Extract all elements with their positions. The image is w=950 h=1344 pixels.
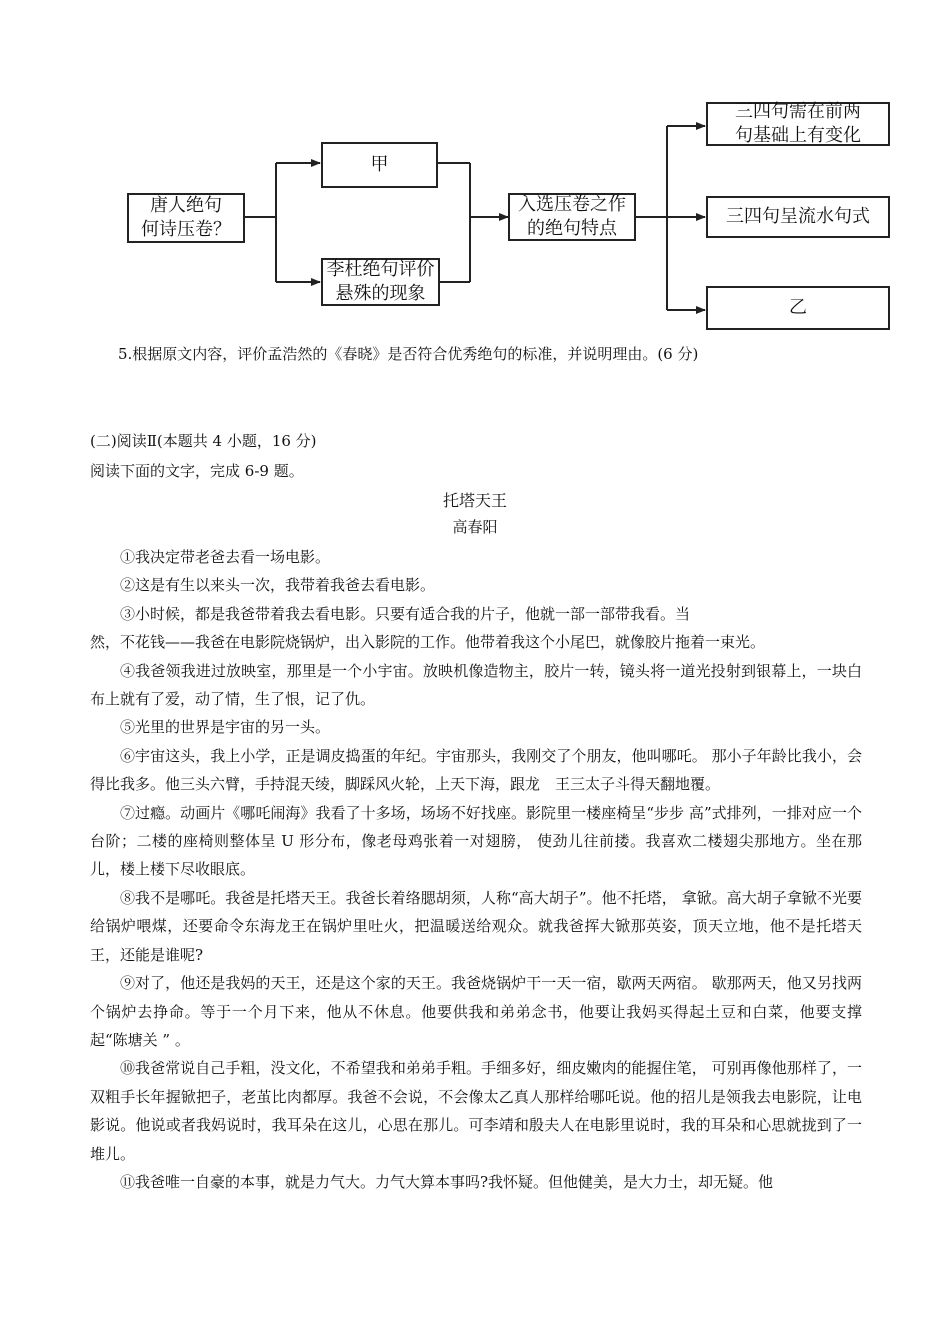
box-jia-label: 甲 xyxy=(370,154,389,175)
box-right-bottom-label: 乙 xyxy=(789,297,807,318)
reading-instruction: 阅读下面的文字，完成 6-9 题。 xyxy=(90,462,304,480)
story-paragraph: ③小时候，都是我爸带着我去看电影。只要有适合我的片子，他就一部一部带我看。当 xyxy=(120,604,691,623)
story-paragraph: ②这是有生以来头一次，我带着我爸去看电影。 xyxy=(120,576,436,595)
story-paragraph: ⑨对了，他还是我妈的天王，还是这个家的天王。我爸烧锅炉干一天一宿，歇两天两宿。 歇那两天，他又另找两个锅炉去挣命。等于一个月下来，他从不休息。他要供我和弟弟念书，他要让我妈买得起土豆和白菜，他要支撑起“陈塘关 ” 。 xyxy=(90,974,862,1049)
story-paragraph: ⑩我爸常说自己手粗，没文化，不希望我和弟弟手粗。手细多好，细皮嫩肉的能握住笔， 可别再像他那样了，一双粗手长年握锨把子，老茧比肉都厚。我爸不会说，不会像太乙真人那样给哪吒说。他的招儿是领我去电影院，让电影说。他说或者我妈说时，我耳朵在这儿，心思在那儿。可李靖和殷夫人在电影里说时，我的耳朵和心思就拢到了一堆儿。 xyxy=(90,1059,862,1163)
box-right-top xyxy=(706,102,890,146)
box-right-top-line2: 句基础上有变化 xyxy=(735,125,861,146)
box-root-line2: 何诗压卷？ xyxy=(141,219,231,240)
box-center-line2: 的绝句特点 xyxy=(527,218,617,239)
story-paragraph: 然，不花钱——我爸在电影院烧锅炉，出入影院的工作。他带着我这个小尾巴，就像胶片拖着一束光。 xyxy=(90,633,766,652)
story-author: 高春阳 xyxy=(452,518,498,536)
box-root xyxy=(127,193,245,243)
section-heading: (二)阅读Ⅱ(本题共 4 小题，16 分) xyxy=(90,432,317,450)
story-paragraph: ⑥宇宙这头，我上小学，正是调皮捣蛋的年纪。宇宙那头，我刚交了个朋友，他叫哪吒。 那小子年龄比我小，会得比我多。他三头六臂，手持混天绫，脚踩风火轮，上天下海，跟龙 王三太子斗得天翻地覆。 xyxy=(90,746,862,794)
story-paragraph: ⑦过瘾。动画片《哪吒闹海》我看了十多场，场场不好找座。影院里一楼座椅呈“步步 高”式排列，一排对应一个台阶；二楼的座椅则整体呈 U 形分布，像老母鸡张着一对翅膀， 使劲儿往前搂。我喜欢二楼翅尖那地方。坐在那儿，楼上楼下尽收眼底。 xyxy=(90,803,862,879)
box-right-mid-label: 三四句呈流水句式 xyxy=(726,206,870,227)
box-root-line1: 唐人绝句 xyxy=(150,195,222,216)
box-li-du-line1: 李杜绝句评价 xyxy=(326,259,435,280)
story-paragraph: ①我决定带老爸去看一场电影。 xyxy=(120,548,331,566)
flow-diagram xyxy=(0,0,950,340)
story-paragraph: ⑪我爸唯一自豪的本事，就是力气大。力气大算本事吗?我怀疑。但他健美，是大力士，却无疑。他 xyxy=(120,1172,774,1191)
question-5: 5.根据原文内容，评价孟浩然的《春晓》是否符合优秀绝句的标准，并说明理由。(6 分) xyxy=(118,345,699,363)
box-right-mid xyxy=(706,196,890,238)
box-li-du-line2: 悬殊的现象 xyxy=(335,283,426,304)
box-center-line1: 入选压卷之作 xyxy=(518,194,626,215)
box-jia xyxy=(321,142,438,188)
story-paragraph: ⑧我不是哪吒。我爸是托塔天王。我爸长着络腮胡须，人称“高大胡子”。他不托塔， 拿锨。高大胡子拿锨不光要给锅炉喂煤，还要命令东海龙王在锅炉里吐火，把温暖送给观众。就我爸挥大锨那英姿，顶天立地，他不是托塔天王，还能是谁呢? xyxy=(90,888,862,964)
box-right-top-line1: 三四句需在前两 xyxy=(735,101,861,122)
story-title: 托塔天王 xyxy=(442,491,507,510)
box-center xyxy=(508,193,636,241)
box-right-bottom xyxy=(706,286,890,330)
story-paragraph: ⑤光里的世界是宇宙的另一头。 xyxy=(120,718,331,737)
box-li-du xyxy=(321,258,440,306)
story-paragraph: ④我爸领我进过放映室，那里是一个小宇宙。放映机像造物主，胶片一转，镜头将一道光投射到银幕上，一块白布上就有了爱，动了情，生了恨，记了仇。 xyxy=(90,661,862,709)
story-body xyxy=(90,543,862,1196)
